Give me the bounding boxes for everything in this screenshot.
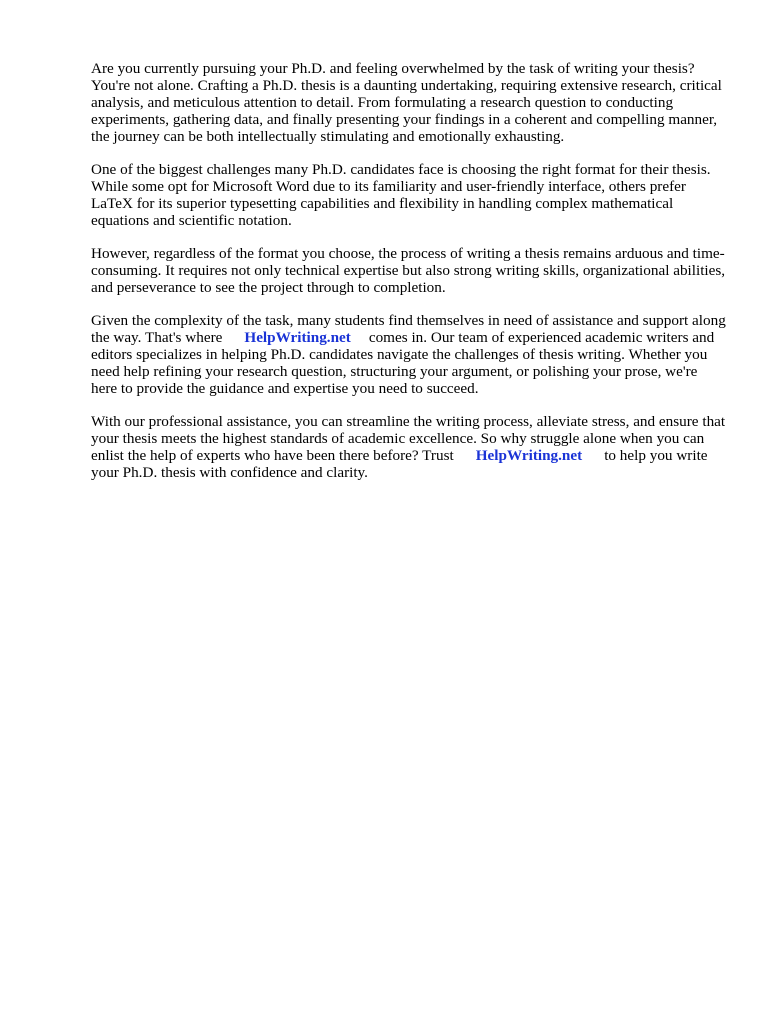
helpwriting-link-trust[interactable]: HelpWriting.net <box>475 447 583 464</box>
paragraph-closing-text-after: to help you write your Ph.D. thesis with confidence and clarity. <box>91 447 708 481</box>
paragraph-assistance <box>91 312 727 397</box>
paragraph-assistance-text-before: Given the complexity of the task, many students find themselves in need of assistance and support along the way. That's where <box>91 312 726 346</box>
paragraph-closing <box>91 413 727 481</box>
paragraph-format: One of the biggest challenges many Ph.D. candidates face is choosing the right format for their thesis. While some opt for Microsoft Word due to its familiarity and user-friendly interface, others prefer LaTeX for its superior typesetting capabilities and flexibility in handling complex mathematical equations and scientific notation. <box>91 161 711 229</box>
paragraph-closing-text-before: With our professional assistance, you can streamline the writing process, alleviate stress, and ensure that your thesis meets the highest standards of academic excellence. So why struggle alone when you can enlist the help of experts who have been there before? Trust <box>91 413 726 464</box>
paragraph-intro: Are you currently pursuing your Ph.D. and feeling overwhelmed by the task of writing your thesis? You're not alone. Crafting a Ph.D. thesis is a daunting undertaking, requiring extensive research, critical analysis, and meticulous attention to detail. From formulating a research question to conducting experiments, gathering data, and finally presenting your findings in a coherent and compelling manner, the journey can be both intellectually stimulating and emotionally exhausting. <box>91 60 722 145</box>
paragraph-assistance-text-after: comes in. Our team of experienced academic writers and editors specializes in helping Ph.D. candidates navigate the challenges of thesis writing. Whether you need help refining your research question, structuring your argument, or polishing your prose, we're here to provide the guidance and expertise you need to succeed. <box>91 329 715 397</box>
paragraph-process: However, regardless of the format you choose, the process of writing a thesis remains arduous and time-consuming. It requires not only technical expertise but also strong writing skills, organizational abilities, and perseverance to see the project through to completion. <box>91 245 726 296</box>
document-body <box>91 60 727 497</box>
helpwriting-link[interactable]: HelpWriting.net <box>244 329 351 346</box>
